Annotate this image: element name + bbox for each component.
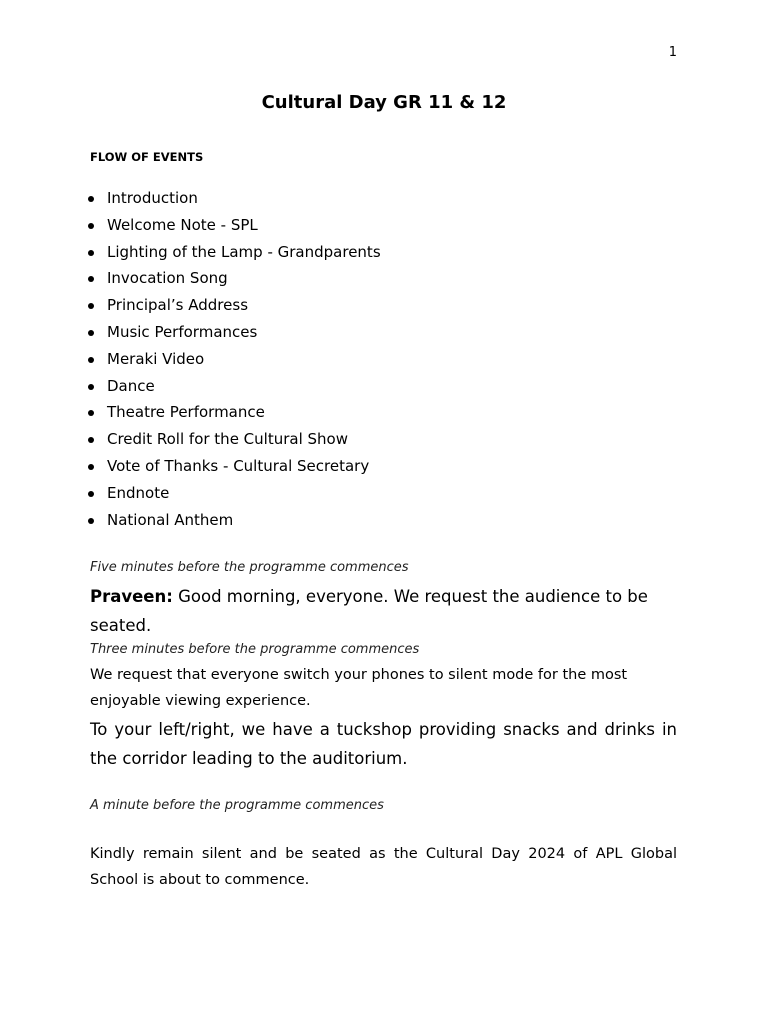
list-item: Lighting of the Lamp - Grandparents — [107, 239, 381, 266]
bullet-icon — [88, 303, 94, 309]
announcement-good-morning — [90, 582, 677, 640]
announcement-tuckshop: To your left/right, we have a tuckshop providing snacks and drinks in the corridor leading to the auditorium. — [90, 720, 677, 768]
bullet-icon — [88, 491, 94, 497]
announcement-remain-silent: Kindly remain silent and be seated as the Cultural Day 2024 of APL Global School is about to commence. — [90, 846, 677, 888]
list-item: Endnote — [107, 480, 381, 507]
list-item: Theatre Performance — [107, 399, 381, 426]
speaker-name: Praveen: — [90, 587, 173, 606]
document-title: Cultural Day GR 11 & 12 — [261, 92, 507, 113]
list-item: Meraki Video — [107, 346, 381, 373]
bullet-icon — [88, 250, 94, 256]
bullet-icon — [88, 518, 94, 524]
stage-cue-five-minutes: Five minutes before the programme commences — [90, 560, 409, 575]
bullet-icon — [88, 223, 94, 229]
bullet-icon — [88, 276, 94, 282]
bullet-icon — [88, 357, 94, 363]
stage-cue-one-minute: A minute before the programme commences — [90, 798, 384, 813]
list-item: Invocation Song — [107, 265, 381, 292]
list-item: Vote of Thanks - Cultural Secretary — [107, 453, 381, 480]
bullet-icon — [88, 464, 94, 470]
events-list — [107, 185, 381, 533]
announcement-text: Good morning, everyone. We request the audience to be seated. — [90, 587, 648, 635]
list-item: Dance — [107, 373, 381, 400]
bullet-icon — [88, 330, 94, 336]
list-item: Music Performances — [107, 319, 381, 346]
list-item: Introduction — [107, 185, 381, 212]
bullet-icon — [88, 196, 94, 202]
list-item: National Anthem — [107, 507, 381, 534]
list-item: Welcome Note - SPL — [107, 212, 381, 239]
bullet-icon — [88, 410, 94, 416]
stage-cue-three-minutes: Three minutes before the programme commences — [90, 642, 420, 657]
bullet-icon — [88, 437, 94, 443]
list-item: Credit Roll for the Cultural Show — [107, 426, 381, 453]
bullet-icon — [88, 384, 94, 390]
list-item: Principal’s Address — [107, 292, 381, 319]
flow-of-events-heading: FLOW OF EVENTS — [90, 150, 204, 164]
announcement-phones-silent: We request that everyone switch your phones to silent mode for the most enjoyable viewing experience. — [90, 667, 628, 709]
page-number: 1 — [668, 45, 677, 60]
